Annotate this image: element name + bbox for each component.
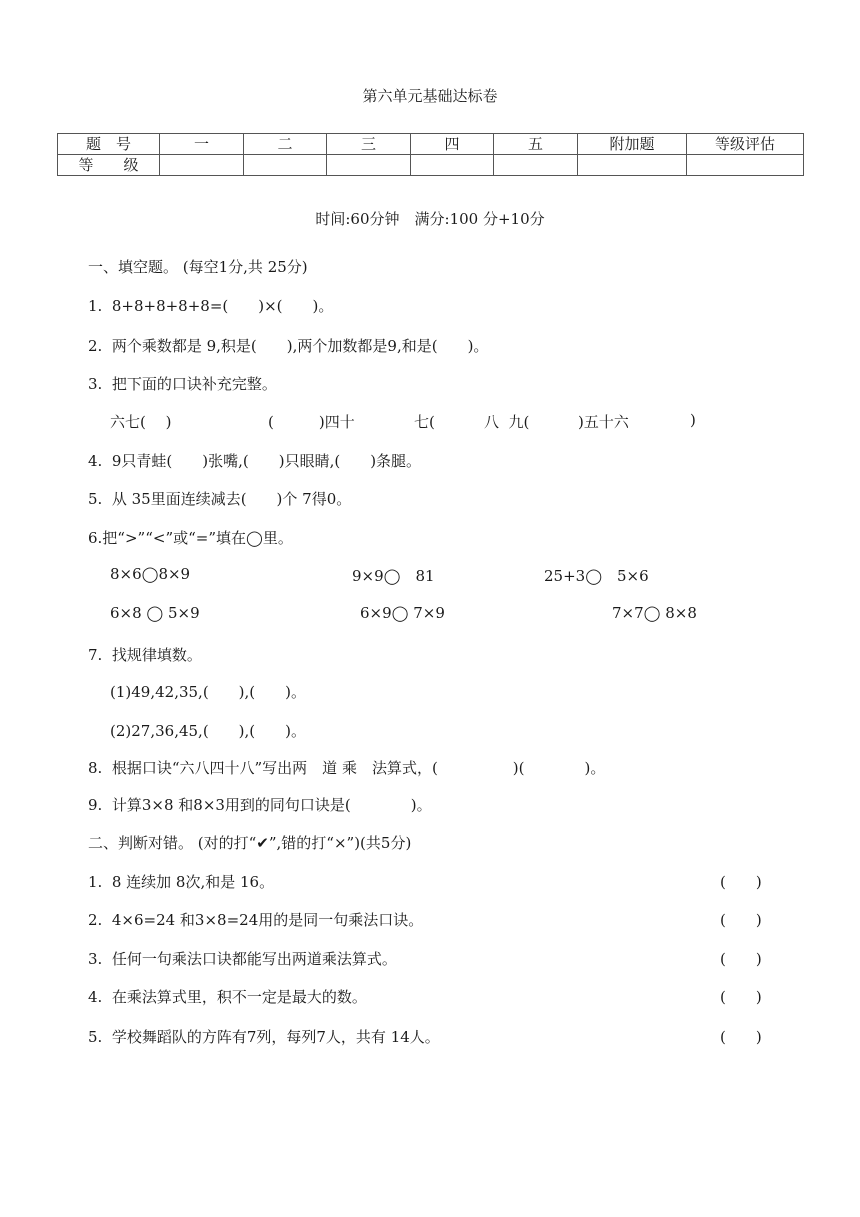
comparison-item: 6×9◯ 7×9	[360, 604, 445, 622]
grade-table	[57, 133, 804, 176]
table-header-cell: 附加题	[578, 134, 687, 155]
sequence-item: (1)49,42,35,( ),( )。	[110, 683, 306, 701]
table-cell	[411, 155, 494, 176]
table-header-cell: 三	[327, 134, 411, 155]
table-row-label: 等 级	[58, 155, 160, 176]
question-2: 2. 两个乘数都是 9,积是( ),两个加数都是9,和是( )。	[88, 337, 489, 355]
answer-box: ( )	[720, 950, 762, 968]
judge-item: 4. 在乘法算式里，积不一定是最大的数。	[88, 988, 367, 1006]
section2-heading: 二、判断对错。 (对的打“✔”,错的打“×”)(共5分)	[88, 834, 412, 852]
table-header-cell: 四	[411, 134, 494, 155]
comparison-item: 7×7◯ 8×8	[612, 604, 697, 622]
grade-table-score-row	[58, 155, 804, 176]
judge-item: 1. 8 连续加 8次,和是 16。	[88, 873, 275, 891]
table-header-cell: 等级评估	[687, 134, 804, 155]
judge-item: 3. 任何一句乘法口诀都能写出两道乘法算式。	[88, 950, 397, 968]
question-9: 9. 计算3×8 和8×3用到的同句口诀是( )。	[88, 796, 432, 814]
table-cell	[578, 155, 687, 176]
q3-item: ( )四十	[268, 413, 355, 431]
question-6: 6.把“>”“<”或“=”填在◯里。	[88, 529, 293, 547]
q3-item: )	[690, 411, 696, 429]
comparison-item: 25+3◯ 5×6	[544, 567, 649, 585]
q3-item: )五十六	[578, 413, 629, 431]
answer-box: ( )	[720, 988, 762, 1006]
question-4: 4. 9只青蛙( )张嘴,( )只眼睛,( )条腿。	[88, 452, 422, 470]
sequence-item: (2)27,36,45,( ),( )。	[110, 722, 306, 740]
judge-item: 5. 学校舞蹈队的方阵有7列，每列7人，共有 14人。	[88, 1028, 440, 1046]
table-cell	[244, 155, 327, 176]
question-8: 8. 根据口诀“六八四十八”写出两 道 乘 法算式，( )( )。	[88, 759, 606, 777]
page-title: 第六单元基础达标卷	[362, 87, 498, 105]
question-5: 5. 从 35里面连续减去( )个 7得0。	[88, 490, 352, 508]
section1-heading: 一、填空题。 (每空1分,共 25分)	[88, 258, 308, 276]
table-header-cell: 二	[244, 134, 327, 155]
table-header-cell: 题 号	[58, 134, 160, 155]
comparison-item: 9×9◯ 81	[352, 567, 435, 585]
table-header-cell: 五	[494, 134, 578, 155]
comparison-item: 6×8 ◯ 5×9	[110, 604, 200, 622]
question-1: 1. 8+8+8+8+8=( )×( )。	[88, 297, 334, 315]
judge-item: 2. 4×6=24 和3×8=24用的是同一句乘法口诀。	[88, 911, 424, 929]
answer-box: ( )	[720, 1028, 762, 1046]
table-cell	[327, 155, 411, 176]
question-7: 7. 找规律填数。	[88, 646, 202, 664]
table-header-cell: 一	[160, 134, 244, 155]
answer-box: ( )	[720, 911, 762, 929]
q3-item: 七(	[414, 413, 465, 431]
q3-item: 六七( )	[110, 413, 172, 431]
time-info: 时间:60分钟 满分:100 分+10分	[315, 210, 545, 228]
question-3: 3. 把下面的口诀补充完整。	[88, 375, 277, 393]
table-cell	[687, 155, 804, 176]
grade-table-header-row	[58, 134, 804, 155]
table-cell	[160, 155, 244, 176]
q3-item: 八 九(	[484, 413, 560, 431]
answer-box: ( )	[720, 873, 762, 891]
comparison-item: 8×6◯8×9	[110, 565, 191, 583]
table-cell	[494, 155, 578, 176]
